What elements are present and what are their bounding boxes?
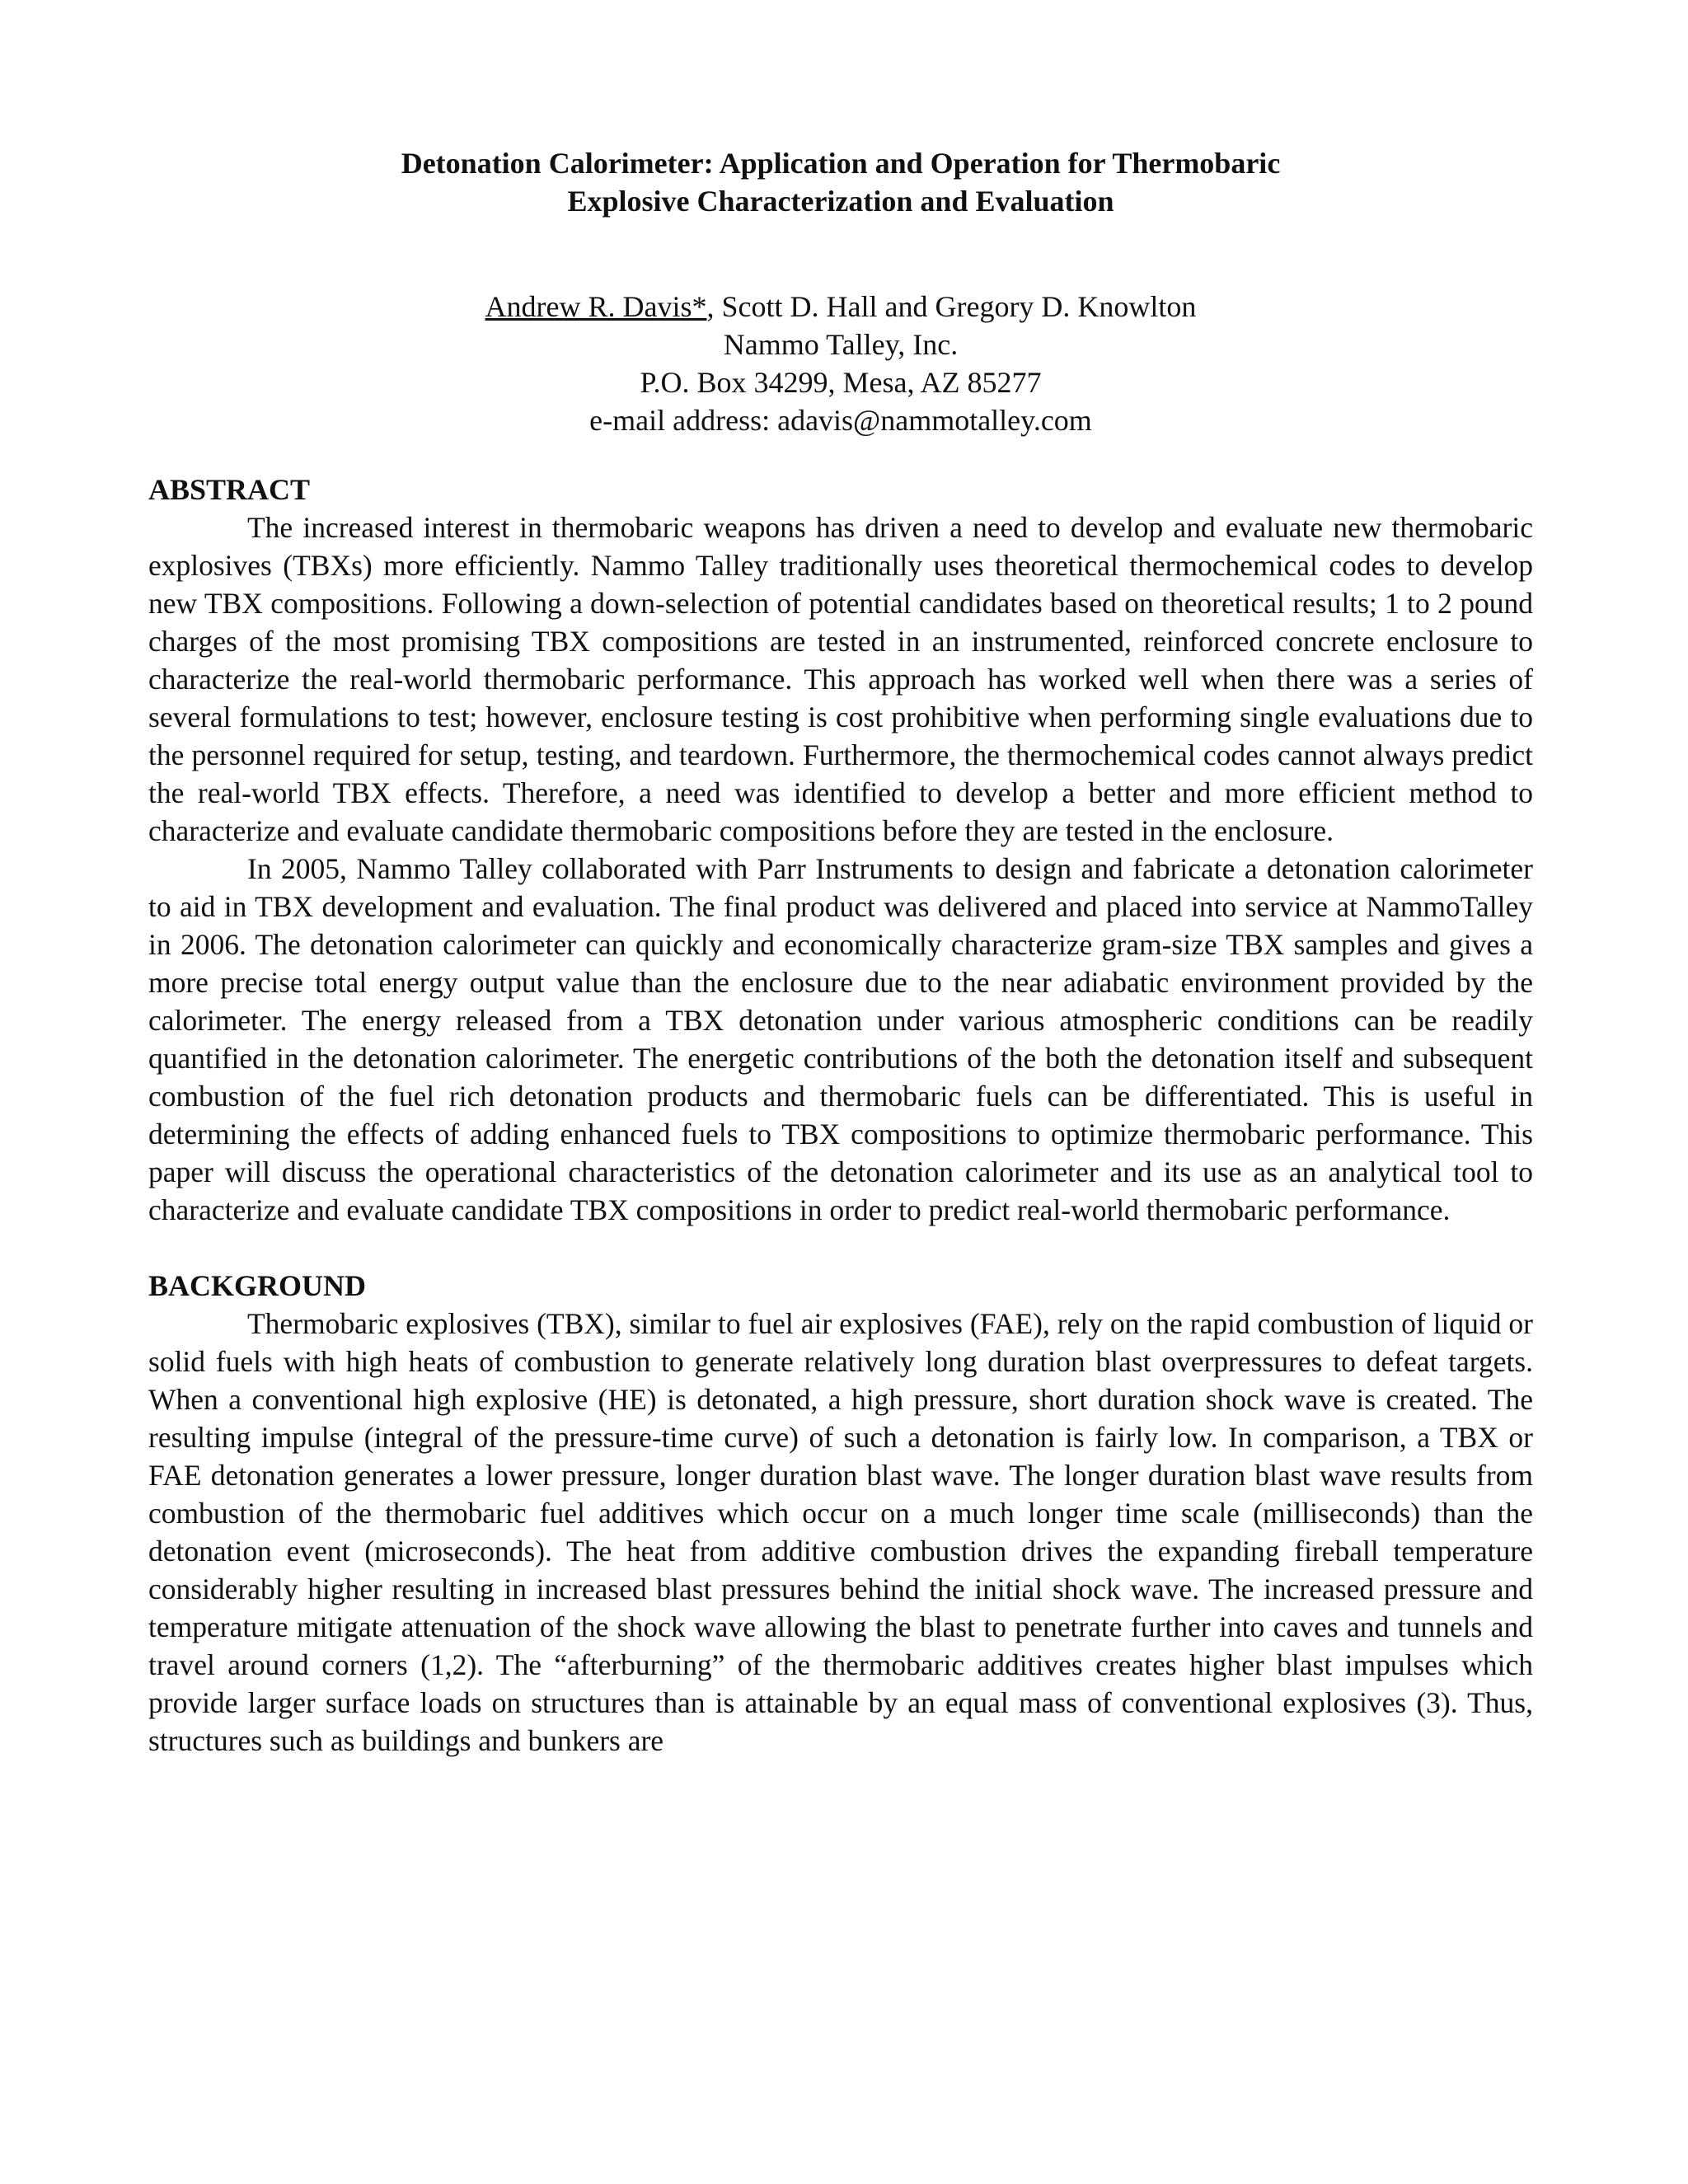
background-heading: BACKGROUND: [148, 1269, 367, 1302]
co-authors: , Scott D. Hall and Gregory D. Knowlton: [706, 290, 1197, 323]
presenting-author: Andrew R. Davis*: [485, 290, 707, 323]
background-paragraph-1: Thermobaric explosives (TBX), similar to fuel air explosives (FAE), rely on the rapid combustion of liquid or solid fuels with high heats of combustion to generate relatively long duration blast overpressures to defeat targets. When a conventional high explosive (HE) is detonated, a high pressure, short duration shock wave is created. The resulting impulse (integral of the pressure-time curve) of such a detonation is fairly low. In comparison, a TBX or FAE detonation generates a lower pressure, longer duration blast wave. The longer duration blast wave results from combustion of the thermobaric fuel additives which occur on a much longer time scale (milliseconds) than the detonation event (microseconds). The heat from additive combustion drives the expanding fireball temperature considerably higher resulting in increased blast pressures behind the initial shock wave. The increased pressure and temperature mitigate attenuation of the shock wave allowing the blast to penetrate further into caves and tunnels and travel around corners (1,2). The “afterburning” of the thermobaric additives creates higher blast impulses which provide larger surface loads on structures than is attainable by an equal mass of conventional explosives (3). Thus, structures such as buildings and bunkers are: [148, 1307, 1533, 1757]
paper-page: [148, 144, 1533, 1760]
author-block: [148, 288, 1533, 439]
abstract-paragraph-2: In 2005, Nammo Talley collaborated with Parr Instruments to design and fabricate a detonation calorimeter to aid in TBX development and evaluation. The final product was delivered and placed into service at NammoTalley in 2006. The detonation calorimeter can quickly and economically characterize gram-size TBX samples and gives a more precise total energy output value than the enclosure due to the near adiabatic environment provided by the calorimeter. The energy released from a TBX detonation under various atmospheric conditions can be readily quantified in the detonation calorimeter. The energetic contributions of the both the detonation itself and subsequent combustion of the fuel rich detonation products and thermobaric fuels can be differentiated. This is useful in determining the effects of adding enhanced fuels to TBX compositions to optimize thermobaric performance. This paper will discuss the operational characteristics of the detonation calorimeter and its use as an analytical tool to characterize and evaluate candidate TBX compositions in order to predict real-world thermobaric performance.: [148, 852, 1533, 1226]
abstract-heading: ABSTRACT: [148, 473, 311, 506]
title-line-2: Explosive Characterization and Evaluation: [567, 185, 1114, 218]
title-line-1: Detonation Calorimeter: Application and Operation for Thermobaric: [401, 147, 1281, 180]
paper-title: [148, 144, 1533, 220]
author-email: e-mail address: adavis@nammotalley.com: [589, 404, 1092, 437]
author-address: P.O. Box 34299, Mesa, AZ 85277: [640, 366, 1042, 399]
abstract-paragraph-1: The increased interest in thermobaric weapons has driven a need to develop and evaluate new thermobaric explosives (TBXs) more efficiently. Nammo Talley traditionally uses theoretical thermochemical codes to develop new TBX compositions. Following a down-selection of potential candidates based on theoretical results; 1 to 2 pound charges of the most promising TBX compositions are tested in an instrumented, reinforced concrete enclosure to characterize the real-world thermobaric performance. This approach has worked well when there was a series of several formulations to test; however, enclosure testing is cost prohibitive when performing single evaluations due to the personnel required for setup, testing, and teardown. Furthermore, the thermochemical codes cannot always predict the real-world TBX effects. Therefore, a need was identified to develop a better and more efficient method to characterize and evaluate candidate thermobaric compositions before they are tested in the enclosure.: [148, 511, 1533, 847]
author-names: [148, 288, 1533, 326]
author-organization: Nammo Talley, Inc.: [723, 328, 959, 361]
